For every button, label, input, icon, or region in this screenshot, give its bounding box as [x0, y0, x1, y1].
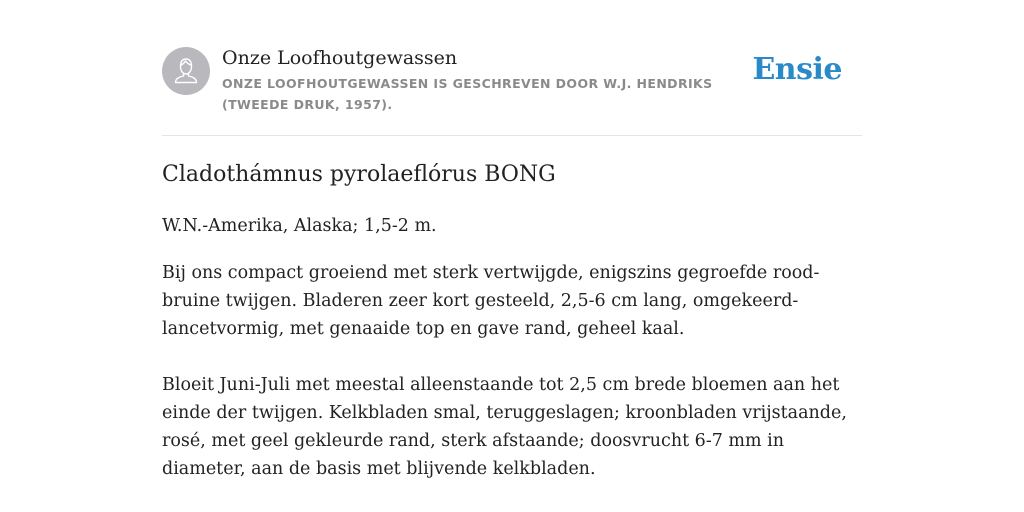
ensie-logo[interactable]: Ensie — [752, 52, 842, 87]
source-header — [162, 46, 862, 116]
source-title[interactable]: Onze Loofhoutgewassen — [222, 47, 458, 69]
entry-title: Cladothámnus pyrolaeflórus BONG — [162, 162, 556, 187]
user-icon — [162, 47, 210, 95]
entry-flowering: Bloeit Juni-Juli met meestal alleenstaande tot 2,5 cm brede bloemen aan het einde der twijgen. Kelkbladen smal, teruggeslagen; kroonbladen vrijstaande, rosé, met geel gekleurde rand, sterk afstaande; doosvrucht 6-7 mm in diameter, aan de basis met blijvende kelkbladen. — [162, 375, 847, 479]
source-description: ONZE LOOFHOUTGEWASSEN IS GESCHREVEN DOOR W.J. HENDRIKS (TWEEDE DRUK, 1957). — [222, 76, 713, 112]
header-divider — [162, 135, 862, 136]
entry-origin: W.N.-Amerika, Alaska; 1,5-2 m. — [162, 216, 437, 236]
entry-content — [162, 158, 868, 483]
entry-description: Bij ons compact groeiend met sterk vertwijgde, enigszins gegroefde rood-bruine twijgen. Bladeren zeer kort gesteeld, 2,5-6 cm lang, omgekeerd-lancetvormig, met genaaide top en gave rand, geheel kaal. — [162, 263, 820, 339]
avatar[interactable] — [162, 47, 210, 95]
